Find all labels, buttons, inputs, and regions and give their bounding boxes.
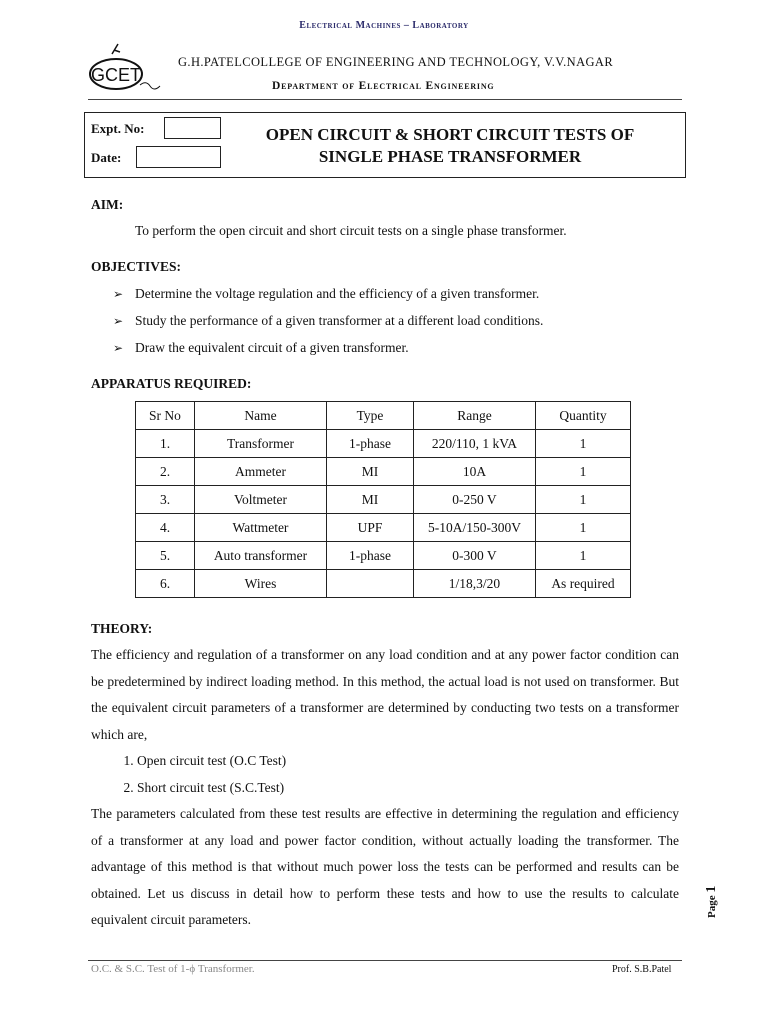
table-row (136, 542, 631, 570)
lab-title: Electrical Machines – Laboratory (299, 20, 469, 31)
table-cell: 1-phase (327, 542, 414, 570)
apparatus-table (135, 401, 631, 598)
logo-text: GCET (90, 65, 142, 85)
experiment-title (220, 124, 680, 168)
college-name: G.H.PATELCOLLEGE OF ENGINEERING AND TECHNOLOGY, V.V.NAGAR (178, 55, 614, 69)
experiment-title-line2: SINGLE PHASE TRANSFORMER (318, 147, 582, 166)
table-cell: Transformer (195, 430, 327, 458)
table-cell: 3. (136, 486, 195, 514)
table-cell: 1 (536, 430, 631, 458)
objective-item: ➢ Determine the voltage regulation and the efficiency of a given transformer. (113, 286, 540, 301)
table-cell: 10A (414, 458, 536, 486)
table-row (136, 430, 631, 458)
table-row (136, 458, 631, 486)
page-label: Page (706, 895, 718, 918)
table-cell: 1/18,3/20 (414, 570, 536, 598)
table-cell: 2. (136, 458, 195, 486)
page-number (704, 886, 720, 918)
objectives-heading: OBJECTIVES: (91, 259, 182, 274)
aim-text: To perform the open circuit and short circuit tests on a single phase transformer. (135, 223, 567, 238)
table-cell: Wires (195, 570, 327, 598)
table-cell: 1. (136, 430, 195, 458)
table-cell: UPF (327, 514, 414, 542)
expt-no-label: Expt. No: (91, 121, 145, 136)
table-cell: Auto transformer (195, 542, 327, 570)
test-list (91, 748, 679, 801)
table-cell: 220/110, 1 kVA (414, 430, 536, 458)
theory-paragraph-2: The parameters calculated from these test results are effective in determining the regulation and efficiency of a transformer at any load and power factor condition, without actually loading the transformer. The advantage of this method is that without much power loss the tests can be performed and results can be obtained. Let us discuss in detail how to perform these tests and how to use the results to calculate equivalent circuit parameters. (91, 806, 679, 927)
apparatus-heading: APPARATUS REQUIRED: (91, 376, 252, 391)
aim-heading: AIM: (91, 197, 124, 212)
footer-divider (88, 960, 682, 961)
column-header: Range (414, 402, 536, 430)
theory-body (91, 642, 679, 934)
table-cell: As required (536, 570, 631, 598)
theory-heading: THEORY: (91, 621, 153, 636)
table-cell: MI (327, 458, 414, 486)
date-label: Date: (91, 150, 122, 165)
table-cell: 1 (536, 542, 631, 570)
objective-item: ➢ Draw the equivalent circuit of a given transformer. (113, 340, 409, 355)
table-header-row (136, 402, 631, 430)
table-cell: 1 (536, 514, 631, 542)
table-cell: Ammeter (195, 458, 327, 486)
arrow-bullet-icon: ➢ (113, 314, 124, 328)
college-logo (88, 42, 198, 98)
table-cell (327, 570, 414, 598)
column-header: Sr No (136, 402, 195, 430)
table-row (136, 486, 631, 514)
table-row (136, 570, 631, 598)
column-header: Type (327, 402, 414, 430)
column-header: Quantity (536, 402, 631, 430)
arrow-bullet-icon: ➢ (113, 341, 124, 355)
table-row (136, 514, 631, 542)
expt-no-field[interactable] (164, 117, 221, 139)
list-item: 2. Short circuit test (S.C.Test) (137, 775, 679, 802)
table-cell: 1 (536, 486, 631, 514)
table-cell: 6. (136, 570, 195, 598)
list-item: 1. Open circuit test (O.C Test) (137, 748, 679, 775)
table-cell: Voltmeter (195, 486, 327, 514)
table-cell: MI (327, 486, 414, 514)
objective-item: ➢ Study the performance of a given transformer at a different load conditions. (113, 313, 544, 328)
table-cell: 1-phase (327, 430, 414, 458)
footer-left: O.C. & S.C. Test of 1-ϕ Transformer. (91, 963, 255, 975)
department-name: Department of Electrical Engineering (272, 80, 495, 92)
column-header: Name (195, 402, 327, 430)
table-cell: 5-10A/150-300V (414, 514, 536, 542)
table-cell: 4. (136, 514, 195, 542)
table-cell: 0-250 V (414, 486, 536, 514)
date-field[interactable] (136, 146, 221, 168)
arrow-bullet-icon: ➢ (113, 287, 124, 301)
experiment-title-line1: OPEN CIRCUIT & SHORT CIRCUIT TESTS OF (265, 125, 635, 144)
table-cell: 1 (536, 458, 631, 486)
footer-right: Prof. S.B.Patel (612, 964, 672, 975)
theory-paragraph-1: The efficiency and regulation of a transformer on any load condition and at any power factor condition can be predetermined by indirect loading method. In this method, the actual load is not used on transformer. But the equivalent circuit parameters of a transformer are determined by conducting two tests on a transformer which are, (91, 647, 679, 742)
page-number-value: 1 (704, 885, 719, 893)
header-divider (88, 99, 682, 100)
table-cell: 0-300 V (414, 542, 536, 570)
table-cell: Wattmeter (195, 514, 327, 542)
table-cell: 5. (136, 542, 195, 570)
